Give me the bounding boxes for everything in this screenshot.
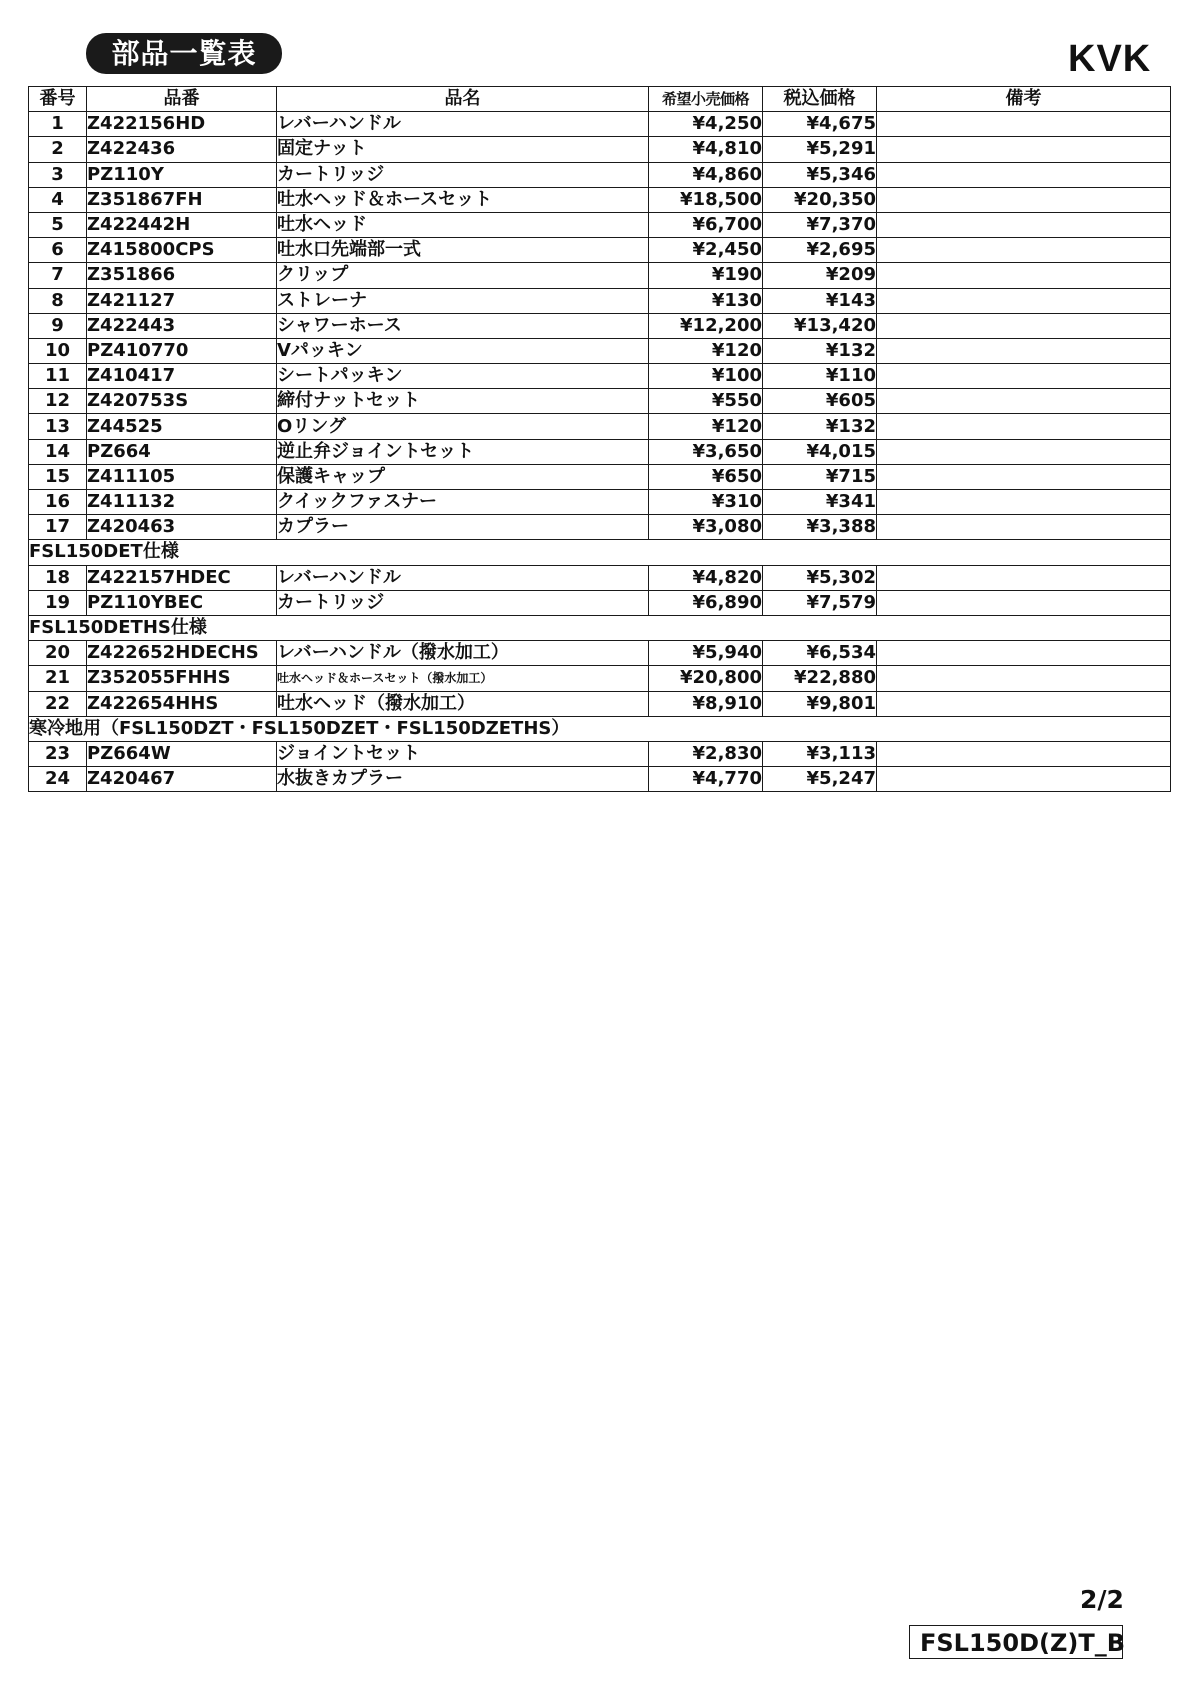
cell-part-code: PZ664W (87, 741, 277, 766)
cell-no: 9 (29, 313, 87, 338)
page-number: 2/2 (1080, 1585, 1124, 1614)
table-row (29, 464, 1171, 489)
cell-no: 6 (29, 238, 87, 263)
cell-tax-price: ¥143 (763, 288, 877, 313)
cell-note (877, 414, 1171, 439)
cell-no: 4 (29, 187, 87, 212)
cell-no: 10 (29, 338, 87, 363)
cell-retail-price: ¥5,940 (649, 641, 763, 666)
cell-part-code: Z422436 (87, 137, 277, 162)
cell-note (877, 464, 1171, 489)
cell-no: 23 (29, 741, 87, 766)
cell-note (877, 187, 1171, 212)
brand-logo: KVK (1068, 38, 1152, 80)
cell-note (877, 590, 1171, 615)
cell-part-code: Z411105 (87, 464, 277, 489)
cell-part-name: 吐水ヘッド＆ホースセット（撥水加工） (277, 666, 649, 691)
cell-tax-price: ¥132 (763, 414, 877, 439)
cell-retail-price: ¥550 (649, 389, 763, 414)
cell-note (877, 288, 1171, 313)
cell-part-name: レバーハンドル (277, 112, 649, 137)
table-row (29, 162, 1171, 187)
cell-no: 2 (29, 137, 87, 162)
cell-tax-price: ¥4,015 (763, 439, 877, 464)
cell-part-code: Z415800CPS (87, 238, 277, 263)
cell-tax-price: ¥22,880 (763, 666, 877, 691)
cell-part-name: レバーハンドル（撥水加工） (277, 641, 649, 666)
cell-tax-price: ¥341 (763, 490, 877, 515)
table-row (29, 515, 1171, 540)
cell-no: 16 (29, 490, 87, 515)
cell-part-name: 固定ナット (277, 137, 649, 162)
cell-retail-price: ¥190 (649, 263, 763, 288)
cell-no: 18 (29, 565, 87, 590)
cell-no: 24 (29, 767, 87, 792)
cell-retail-price: ¥3,080 (649, 515, 763, 540)
cell-part-name: カートリッジ (277, 590, 649, 615)
cell-tax-price: ¥110 (763, 364, 877, 389)
cell-part-code: Z351867FH (87, 187, 277, 212)
cell-tax-price: ¥3,113 (763, 741, 877, 766)
cell-part-code: PZ110Y (87, 162, 277, 187)
cell-tax-price: ¥5,291 (763, 137, 877, 162)
cell-part-name: 吐水口先端部一式 (277, 238, 649, 263)
col-header-no: 番号 (29, 87, 87, 112)
cell-part-name: シートパッキン (277, 364, 649, 389)
cell-retail-price: ¥6,890 (649, 590, 763, 615)
cell-no: 19 (29, 590, 87, 615)
table-row (29, 263, 1171, 288)
table-row (29, 137, 1171, 162)
cell-no: 8 (29, 288, 87, 313)
cell-tax-price: ¥13,420 (763, 313, 877, 338)
table-row (29, 490, 1171, 515)
cell-retail-price: ¥2,830 (649, 741, 763, 766)
table-row (29, 666, 1171, 691)
cell-part-name: Oリング (277, 414, 649, 439)
cell-no: 21 (29, 666, 87, 691)
cell-part-code: Z422443 (87, 313, 277, 338)
cell-note (877, 338, 1171, 363)
cell-part-code: Z411132 (87, 490, 277, 515)
cell-note (877, 313, 1171, 338)
cell-tax-price: ¥5,247 (763, 767, 877, 792)
section-row (29, 716, 1171, 741)
cell-retail-price: ¥20,800 (649, 666, 763, 691)
cell-part-code: Z422654HHS (87, 691, 277, 716)
cell-no: 14 (29, 439, 87, 464)
cell-no: 20 (29, 641, 87, 666)
cell-note (877, 263, 1171, 288)
parts-table-body (29, 112, 1171, 792)
table-row (29, 288, 1171, 313)
cell-tax-price: ¥5,346 (763, 162, 877, 187)
cell-note (877, 162, 1171, 187)
cell-part-name: ストレーナ (277, 288, 649, 313)
cell-part-code: PZ664 (87, 439, 277, 464)
cell-part-name: クイックファスナー (277, 490, 649, 515)
cell-retail-price: ¥12,200 (649, 313, 763, 338)
cell-no: 22 (29, 691, 87, 716)
cell-part-name: 吐水ヘッド＆ホースセット (277, 187, 649, 212)
section-label: FSL150DETHS仕様 (29, 615, 1171, 640)
cell-part-code: Z351866 (87, 263, 277, 288)
cell-part-name: 保護キャップ (277, 464, 649, 489)
cell-retail-price: ¥4,860 (649, 162, 763, 187)
cell-part-code: Z421127 (87, 288, 277, 313)
col-header-code: 品番 (87, 87, 277, 112)
cell-tax-price: ¥3,388 (763, 515, 877, 540)
cell-part-code: PZ410770 (87, 338, 277, 363)
cell-part-code: Z410417 (87, 364, 277, 389)
cell-part-name: カプラー (277, 515, 649, 540)
table-row (29, 590, 1171, 615)
table-row (29, 691, 1171, 716)
table-row (29, 641, 1171, 666)
table-row (29, 565, 1171, 590)
cell-retail-price: ¥310 (649, 490, 763, 515)
cell-no: 15 (29, 464, 87, 489)
table-row (29, 112, 1171, 137)
cell-tax-price: ¥4,675 (763, 112, 877, 137)
cell-part-name: Vパッキン (277, 338, 649, 363)
cell-part-name: レバーハンドル (277, 565, 649, 590)
cell-part-name: 吐水ヘッド (277, 212, 649, 237)
table-row (29, 439, 1171, 464)
cell-note (877, 112, 1171, 137)
cell-part-code: Z422157HDEC (87, 565, 277, 590)
cell-note (877, 439, 1171, 464)
cell-tax-price: ¥209 (763, 263, 877, 288)
cell-retail-price: ¥4,810 (649, 137, 763, 162)
cell-no: 17 (29, 515, 87, 540)
cell-retail-price: ¥3,650 (649, 439, 763, 464)
cell-note (877, 741, 1171, 766)
table-row (29, 338, 1171, 363)
cell-retail-price: ¥4,250 (649, 112, 763, 137)
cell-retail-price: ¥120 (649, 414, 763, 439)
cell-part-code: Z422652HDECHS (87, 641, 277, 666)
section-label: 寒冷地用（FSL150DZT・FSL150DZET・FSL150DZETHS） (29, 716, 1171, 741)
cell-retail-price: ¥8,910 (649, 691, 763, 716)
cell-part-code: Z420463 (87, 515, 277, 540)
cell-part-name: シャワーホース (277, 313, 649, 338)
table-row (29, 767, 1171, 792)
cell-retail-price: ¥4,820 (649, 565, 763, 590)
cell-retail-price: ¥130 (649, 288, 763, 313)
cell-note (877, 565, 1171, 590)
section-row (29, 540, 1171, 565)
table-row (29, 313, 1171, 338)
cell-part-code: Z422442H (87, 212, 277, 237)
cell-part-name: クリップ (277, 263, 649, 288)
cell-retail-price: ¥18,500 (649, 187, 763, 212)
cell-part-name: ジョイントセット (277, 741, 649, 766)
cell-retail-price: ¥650 (649, 464, 763, 489)
cell-tax-price: ¥715 (763, 464, 877, 489)
cell-note (877, 137, 1171, 162)
cell-note (877, 515, 1171, 540)
cell-tax-price: ¥5,302 (763, 565, 877, 590)
cell-part-name: 逆止弁ジョイントセット (277, 439, 649, 464)
cell-tax-price: ¥6,534 (763, 641, 877, 666)
table-row (29, 212, 1171, 237)
cell-tax-price: ¥9,801 (763, 691, 877, 716)
cell-part-code: Z422156HD (87, 112, 277, 137)
cell-note (877, 212, 1171, 237)
cell-no: 13 (29, 414, 87, 439)
cell-part-code: Z44525 (87, 414, 277, 439)
cell-part-code: Z420467 (87, 767, 277, 792)
cell-retail-price: ¥100 (649, 364, 763, 389)
cell-no: 1 (29, 112, 87, 137)
page-title: 部品一覧表 (86, 33, 282, 74)
cell-part-code: Z352055FHHS (87, 666, 277, 691)
cell-note (877, 691, 1171, 716)
cell-note (877, 641, 1171, 666)
cell-note (877, 389, 1171, 414)
cell-tax-price: ¥7,579 (763, 590, 877, 615)
table-row (29, 238, 1171, 263)
col-header-note: 備考 (877, 87, 1171, 112)
cell-part-name: 吐水ヘッド（撥水加工） (277, 691, 649, 716)
cell-part-code: Z420753S (87, 389, 277, 414)
cell-retail-price: ¥4,770 (649, 767, 763, 792)
cell-tax-price: ¥132 (763, 338, 877, 363)
cell-tax-price: ¥20,350 (763, 187, 877, 212)
cell-tax-price: ¥605 (763, 389, 877, 414)
cell-note (877, 767, 1171, 792)
table-row (29, 364, 1171, 389)
table-row (29, 414, 1171, 439)
cell-no: 3 (29, 162, 87, 187)
cell-retail-price: ¥2,450 (649, 238, 763, 263)
cell-note (877, 364, 1171, 389)
section-row (29, 615, 1171, 640)
cell-tax-price: ¥7,370 (763, 212, 877, 237)
col-header-tax-price: 税込価格 (763, 87, 877, 112)
cell-part-code: PZ110YBEC (87, 590, 277, 615)
cell-part-name: 水抜きカプラー (277, 767, 649, 792)
cell-retail-price: ¥6,700 (649, 212, 763, 237)
cell-retail-price: ¥120 (649, 338, 763, 363)
cell-note (877, 666, 1171, 691)
document-code: FSL150D(Z)T_B (909, 1625, 1123, 1659)
cell-no: 5 (29, 212, 87, 237)
table-row (29, 187, 1171, 212)
cell-no: 12 (29, 389, 87, 414)
cell-note (877, 238, 1171, 263)
cell-part-name: 締付ナットセット (277, 389, 649, 414)
section-label: FSL150DET仕様 (29, 540, 1171, 565)
cell-note (877, 490, 1171, 515)
cell-tax-price: ¥2,695 (763, 238, 877, 263)
parts-table (28, 86, 1171, 792)
header-row (29, 87, 1171, 112)
col-header-retail-price: 希望小売価格 (649, 87, 763, 112)
table-row (29, 389, 1171, 414)
table-row (29, 741, 1171, 766)
cell-no: 11 (29, 364, 87, 389)
parts-table-header (29, 87, 1171, 112)
cell-part-name: カートリッジ (277, 162, 649, 187)
col-header-name: 品名 (277, 87, 649, 112)
cell-no: 7 (29, 263, 87, 288)
